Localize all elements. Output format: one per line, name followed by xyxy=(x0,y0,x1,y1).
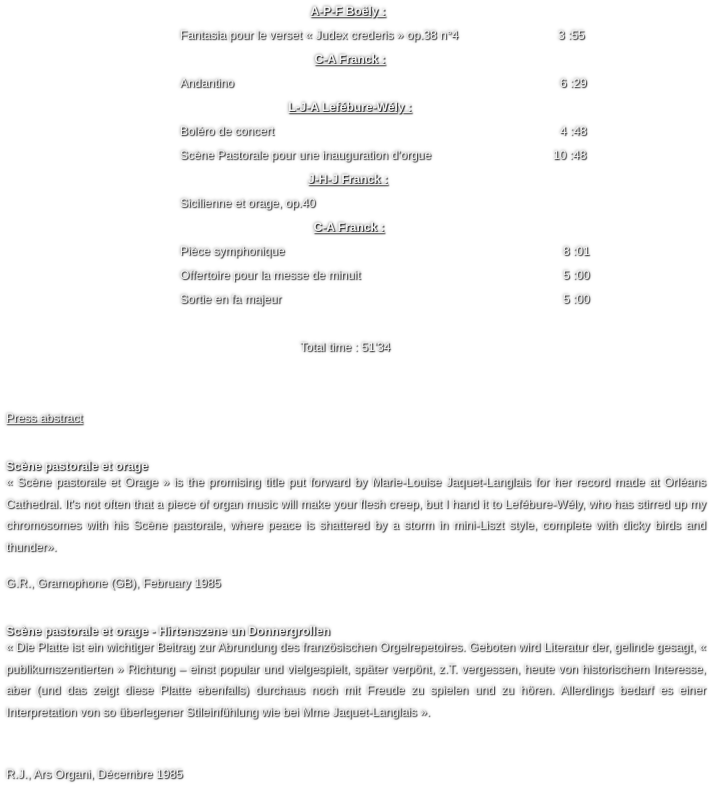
review-body: « Die Platte ist ein wichtiger Beitrag zur Abrundung des französischen Orgelrepetoires. Geboten wird Literatur der, gelinde gesagt, « publikumszentierten » Richtung – einst popular und vielgespielt, später verpönt, z.T. vergessen, heute von historischem Interesse, aber (und das zeigt diese Platte ebenfalls) durchaus noch mit Freude zu spielen und zu hören. Allerdings bedarf es einer Interpretation von so überlegener Stileinfühlung wie bei Mme Jaquet-Langlais ». xyxy=(6,640,706,719)
work-duration: 5 :00 xyxy=(563,292,590,306)
press-heading: Press abstract xyxy=(6,411,83,425)
work-title: Boléro de concert xyxy=(180,124,275,138)
composer-heading: A-P-F Boëly : xyxy=(310,4,386,18)
work-title: Scène Pastorale pour une inauguration d'orgue xyxy=(180,148,432,162)
total-time: Total time : 51'34 xyxy=(300,340,391,354)
composer-heading: J-H-J Franck : xyxy=(307,172,389,186)
work-duration: 5 :00 xyxy=(563,268,590,282)
work-duration: 10 :48 xyxy=(553,148,587,162)
review-source: G.R., Gramophone (GB), February 1985 xyxy=(6,576,221,590)
work-title: Andantino xyxy=(180,76,235,90)
composer-heading: C-A Franck : xyxy=(313,220,385,234)
work-duration: 4 :48 xyxy=(560,124,587,138)
work-title: Sortie en fa majeur xyxy=(180,292,282,306)
work-title: Sicilienne et orage, op.40 xyxy=(180,196,316,210)
work-title: Pièce symphonique xyxy=(180,244,285,258)
composer-heading: L-J-A Lefébure-Wély : xyxy=(288,100,412,114)
review-title: Scène pastorale et orage - Hirtenszene un Donnergrollen xyxy=(6,624,331,638)
work-title: Offertoire pour la messe de minuit xyxy=(180,268,361,282)
work-duration: 6 :29 xyxy=(560,76,587,90)
work-duration: 8 :01 xyxy=(563,244,590,258)
work-duration: 3 :55 xyxy=(558,28,585,42)
work-title: Fantasia pour le verset « Judex crederis » op.38 n°4 xyxy=(180,28,459,42)
review-source: R.J., Ars Organi, Décembre 1985 xyxy=(6,767,183,781)
composer-heading: C-A Franck : xyxy=(314,52,386,66)
review-title: Scène pastorale et orage xyxy=(6,459,149,473)
review-body: « Scène pastorale et Orage » is the promising title put forward by Marie-Louise Jaquet-Langlais for her record made at Orléans Cathedral. It's not often that a piece of organ music will make your flesh creep, but I hand it to Lefébure-Wély, who has stirred up my chromosomes with his Scène pastorale, where peace is shattered by a storm in mini-Liszt style, complete with dicky birds and thunder». xyxy=(6,475,706,554)
